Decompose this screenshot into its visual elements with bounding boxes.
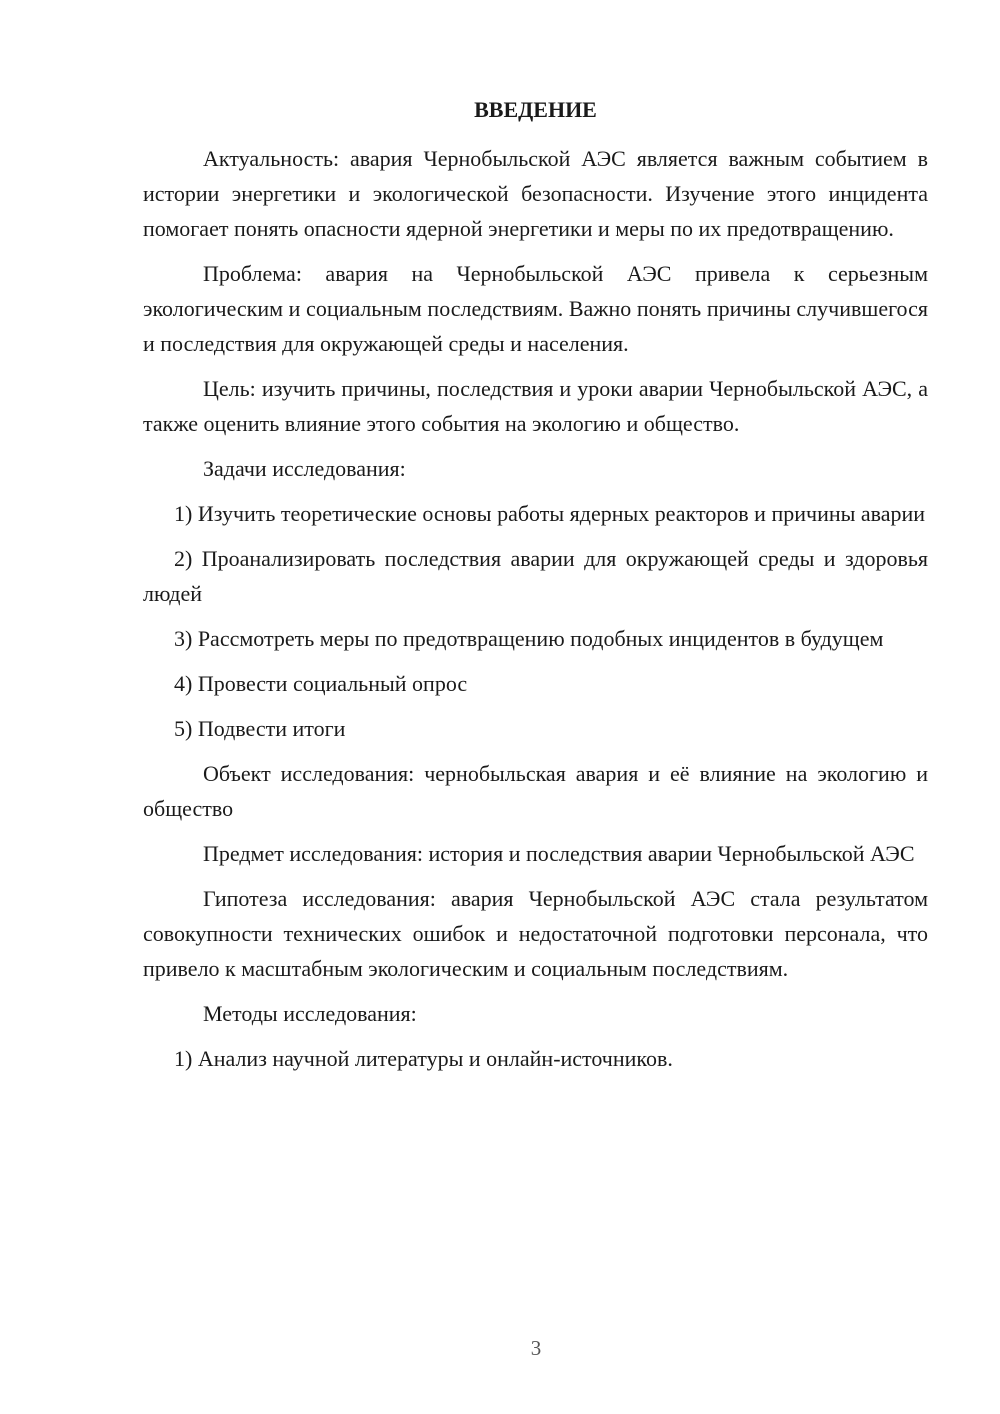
paragraph-problem: Проблема: авария на Чернобыльской АЭС привела к серьезным экологическим и социальным последствиям. Важно понять причины случившегося и последствия для окружающей среды и населения. [143,261,928,356]
task-item-4: 4) Провести социальный опрос [174,671,468,696]
paragraph-methods-heading: Методы исследования: [203,1001,417,1026]
task-item-3: 3) Рассмотреть меры по предотвращению подобных инцидентов в будущем [174,626,884,651]
task-item-5: 5) Подвести итоги [174,716,346,741]
paragraph-object: Объект исследования: чернобыльская авария и её влияние на экологию и общество [143,761,928,821]
task-item-2: 2) Проанализировать последствия аварии для окружающей среды и здоровья людей [143,546,928,606]
paragraph-tasks-heading: Задачи исследования: [203,456,406,481]
paragraph-hypothesis: Гипотеза исследования: авария Чернобыльской АЭС стала результатом совокупности технических ошибок и недостаточной подготовки персонала, что привело к масштабным экологическим и социальным последствиям. [143,886,928,981]
paragraph-goal: Цель: изучить причины, последствия и уроки аварии Чернобыльской АЭС, а также оценить влияние этого события на экологию и общество. [143,376,928,436]
method-item-1: 1) Анализ научной литературы и онлайн-источников. [174,1046,673,1071]
paragraph-relevance: Актуальность: авария Чернобыльской АЭС является важным событием в истории энергетики и экологической безопасности. Изучение этого инцидента помогает понять опасности ядерной энергетики и меры по их предотвращению. [143,146,928,241]
page-number: 3 [530,1336,542,1360]
page-content [143,95,928,1086]
section-title: ВВЕДЕНИЕ [474,97,597,122]
task-item-1: 1) Изучить теоретические основы работы ядерных реакторов и причины аварии [174,501,926,526]
paragraph-subject: Предмет исследования: история и последствия аварии Чернобыльской АЭС [203,841,915,866]
